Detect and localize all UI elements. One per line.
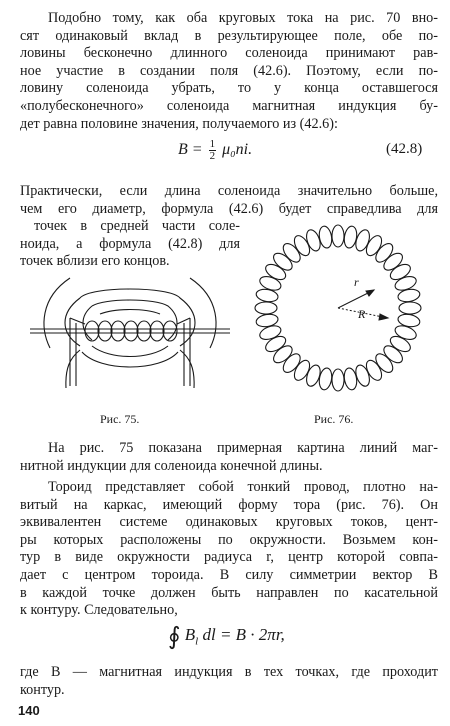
text-line: дает с центром тороида. В силу симметрии вектор B — [20, 566, 438, 583]
text-line: сят одинаковый вклад в результирующее поле, обе по- — [20, 27, 438, 44]
text-line: где B — магнитная индукция в тех точках, где проходит — [20, 664, 438, 680]
formula-rest: dl = B · 2πr, — [202, 625, 285, 644]
figure-76-caption: Рис. 76. — [314, 412, 354, 426]
figure-75-caption: Рис. 75. — [100, 412, 140, 426]
text-line: ноида, а формула (42.8) для — [20, 235, 240, 252]
text-line: точек в средней части соле- — [34, 218, 240, 234]
figure-75-solenoid — [30, 268, 230, 398]
toroid-coil — [399, 302, 421, 314]
text-line: витый на каркас, имеющий форму тора (рис. 76). Он — [20, 496, 438, 513]
figure-76-label-r: r — [354, 275, 359, 289]
text-line: На рис. 75 показана примерная картина линий маг- — [48, 440, 438, 456]
text-line: эквивалентен системе одинаковых круговых токов, цент- — [20, 514, 438, 531]
text-line: ры которых расположены по окружности. Возьмем кон- — [20, 531, 438, 548]
text-line: ловину соленоида убрать, то у конца оставшегося — [20, 80, 438, 97]
paragraph-4 — [20, 479, 438, 620]
paragraph-5 — [20, 664, 438, 699]
paragraph-1 — [20, 10, 438, 133]
text-line: «полубесконечного» соленоида магнитная индукция бу- — [20, 97, 438, 114]
formula-circulation — [168, 622, 285, 651]
text-line: тур в виде окружности радиуса r, центр которой совпа- — [20, 549, 438, 566]
figure-76-label-R: R — [358, 307, 366, 321]
text-line: нитной индукции для соленоида конечной длины. — [20, 457, 323, 474]
integral-sign: ∮ — [168, 624, 181, 650]
text-line: контур. — [20, 681, 65, 698]
paragraph-2 — [20, 183, 438, 218]
formula-fraction — [209, 139, 217, 162]
formula-42-8 — [178, 139, 252, 162]
paragraph-3 — [20, 440, 438, 475]
paragraph-2-wrap — [20, 218, 240, 271]
text-line: дет равна половине значения, получаемого из (42.6): — [20, 115, 338, 132]
formula-subscript: l — [195, 635, 199, 648]
toroid-coil — [255, 302, 277, 314]
text-line: ное участие в создании поля (42.6). Поэтому, если по- — [20, 62, 438, 79]
toroid-coil — [332, 369, 344, 391]
equation-number: (42.8) — [386, 141, 423, 157]
formula-lhs: B = — [178, 141, 203, 159]
text-line: ловины бесконечно длинного соленоида принимают рав- — [20, 45, 438, 62]
toroid-coil — [332, 225, 344, 247]
formula-B: B — [184, 625, 196, 644]
text-line: Тороид представляет собой тонкий провод, плотно на- — [48, 479, 438, 495]
text-line: в каждой точке должен быть направлен по касательной — [20, 584, 438, 601]
figure-76-toroid — [248, 218, 428, 398]
text-line: к контуру. Следовательно, — [20, 602, 178, 619]
fraction-numerator: 1 — [209, 138, 216, 150]
formula-rhs: μ₀ni. — [222, 141, 253, 159]
page-number: 140 — [18, 703, 40, 718]
fraction-denominator: 2 — [209, 150, 216, 162]
text-line: чем его диаметр, формула (42.6) будет справедлива для — [20, 200, 438, 217]
text-line: Практически, если длина соленоида значительно больше, — [20, 183, 438, 199]
text-line: Подобно тому, как оба круговых тока на рис. 70 вно- — [48, 10, 438, 26]
text-line: точек вблизи его концов. — [20, 253, 170, 270]
